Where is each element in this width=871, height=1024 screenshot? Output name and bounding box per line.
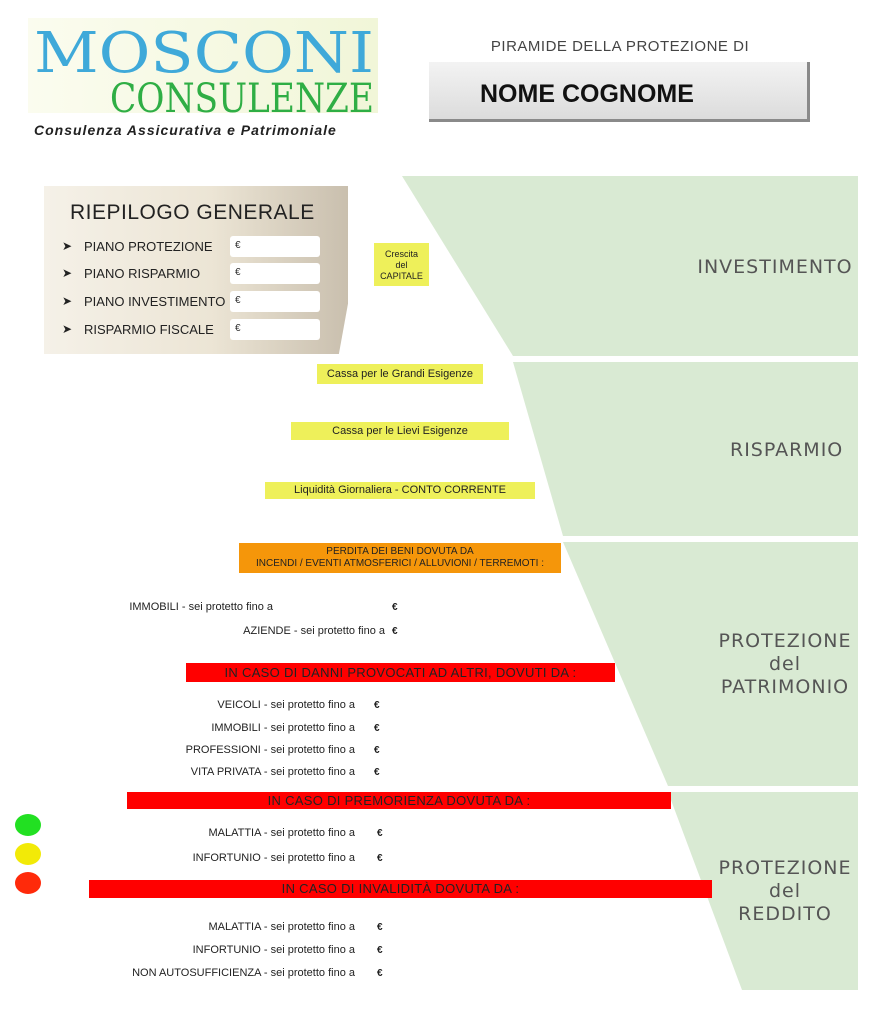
currency-symbol[interactable]: € (374, 745, 380, 756)
danni-line: PROFESSIONI - sei protetto fino a (185, 744, 355, 756)
currency-symbol[interactable]: € (377, 828, 383, 839)
summary-row-label: PIANO INVESTIMENTO (84, 294, 226, 309)
banner-invalidita: IN CASO DI INVALIDITÀ DOVUTA DA : (89, 880, 712, 898)
summary-row-label: PIANO RISPARMIO (84, 266, 201, 281)
premorienza-line: MALATTIA - sei protetto fino a (208, 827, 355, 839)
summary-row-label: RISPARMIO FISCALE (84, 322, 214, 337)
currency-symbol[interactable]: € (392, 626, 398, 637)
danni-line: VEICOLI - sei protetto fino a (217, 699, 355, 711)
currency-symbol[interactable]: € (377, 922, 383, 933)
pyramid-label-reddito (715, 857, 855, 926)
currency-symbol: € (235, 240, 241, 251)
currency-symbol: € (235, 323, 241, 334)
tag-perdita-beni (239, 543, 561, 573)
danni-line: IMMOBILI - sei protetto fino a (211, 722, 355, 734)
arrow-right-icon: ➤ (62, 266, 73, 280)
premorienza-line: INFORTUNIO - sei protetto fino a (192, 852, 355, 864)
logo-word-mosconi: MOSCONI (34, 21, 374, 86)
summary-row-fiscale (62, 319, 322, 341)
label-line: REDDITO (738, 903, 832, 925)
label-line: PROTEZIONE (718, 857, 852, 879)
currency-symbol[interactable]: € (377, 945, 383, 956)
tag-line: CAPITALE (380, 271, 423, 281)
pyramid-label-investimento (690, 256, 860, 279)
banner-danni-altri: IN CASO DI DANNI PROVOCATI AD ALTRI, DOVUTI DA : (186, 663, 615, 682)
danni-line: VITA PRIVATA - sei protetto fino a (190, 766, 355, 778)
label-line: INVESTIMENTO (697, 256, 853, 278)
summary-value-field[interactable] (230, 291, 320, 312)
label-line: del (768, 880, 802, 902)
pyramid-label-patrimonio (715, 630, 855, 699)
currency-symbol[interactable]: € (392, 602, 398, 613)
invalidita-line: INFORTUNIO - sei protetto fino a (192, 944, 355, 956)
label-line: RISPARMIO (730, 439, 844, 461)
tag-line: Crescita (384, 249, 418, 259)
summary-row-investimento (62, 291, 322, 313)
logo-word-consulenze: CONSULENZE (110, 76, 374, 119)
arrow-right-icon: ➤ (62, 239, 73, 253)
summary-value-field[interactable] (230, 236, 320, 257)
arrow-right-icon: ➤ (62, 322, 73, 336)
currency-symbol[interactable]: € (374, 700, 380, 711)
tag-line: INCENDI / EVENTI ATMOSFERICI / ALLUVIONI / TERREMOTI : (255, 558, 544, 569)
arrow-right-icon: ➤ (62, 294, 73, 308)
invalidita-line: NON AUTOSUFFICIENZA - sei protetto fino a (132, 967, 355, 979)
summary-value-field[interactable] (230, 263, 320, 284)
invalidita-line: MALATTIA - sei protetto fino a (208, 921, 355, 933)
label-line: PATRIMONIO (720, 676, 850, 698)
pyramid-caption: PIRAMIDE DELLA PROTEZIONE DI (490, 38, 750, 55)
summary-row-protezione (62, 236, 322, 258)
tag-liquidita: Liquidità Giornaliera - CONTO CORRENTE (265, 482, 535, 499)
currency-symbol[interactable]: € (374, 767, 380, 778)
tag-crescita-capitale (374, 243, 429, 286)
summary-row-risparmio (62, 263, 322, 285)
currency-symbol[interactable]: € (377, 853, 383, 864)
label-line: del (768, 653, 802, 675)
banner-premorienza: IN CASO DI PREMORIENZA DOVUTA DA : (127, 792, 671, 809)
summary-title: RIEPILOGO GENERALE (70, 201, 315, 224)
patrimonio-line: AZIENDE - sei protetto fino a (243, 625, 385, 637)
label-line: PROTEZIONE (718, 630, 852, 652)
status-dot-yellow[interactable] (15, 843, 41, 865)
currency-symbol[interactable]: € (374, 723, 380, 734)
logo-tagline: Consulenza Assicurativa e Patrimoniale (34, 122, 337, 138)
currency-symbol: € (235, 295, 241, 306)
client-name: NOME COGNOME (480, 80, 694, 108)
currency-symbol: € (235, 267, 241, 278)
status-dot-green[interactable] (15, 814, 41, 836)
status-dot-red[interactable] (15, 872, 41, 894)
currency-symbol[interactable]: € (377, 968, 383, 979)
summary-row-label: PIANO PROTEZIONE (84, 239, 213, 254)
patrimonio-line: IMMOBILI - sei protetto fino a (129, 601, 273, 613)
tag-line: del (395, 260, 408, 270)
tag-line: PERDITA DEI BENI DOVUTA DA (326, 546, 474, 557)
tag-grandi-esigenze: Cassa per le Grandi Esigenze (317, 364, 483, 384)
pyramid-label-risparmio (730, 439, 844, 462)
summary-value-field[interactable] (230, 319, 320, 340)
tag-lievi-esigenze: Cassa per le Lievi Esigenze (291, 422, 509, 440)
